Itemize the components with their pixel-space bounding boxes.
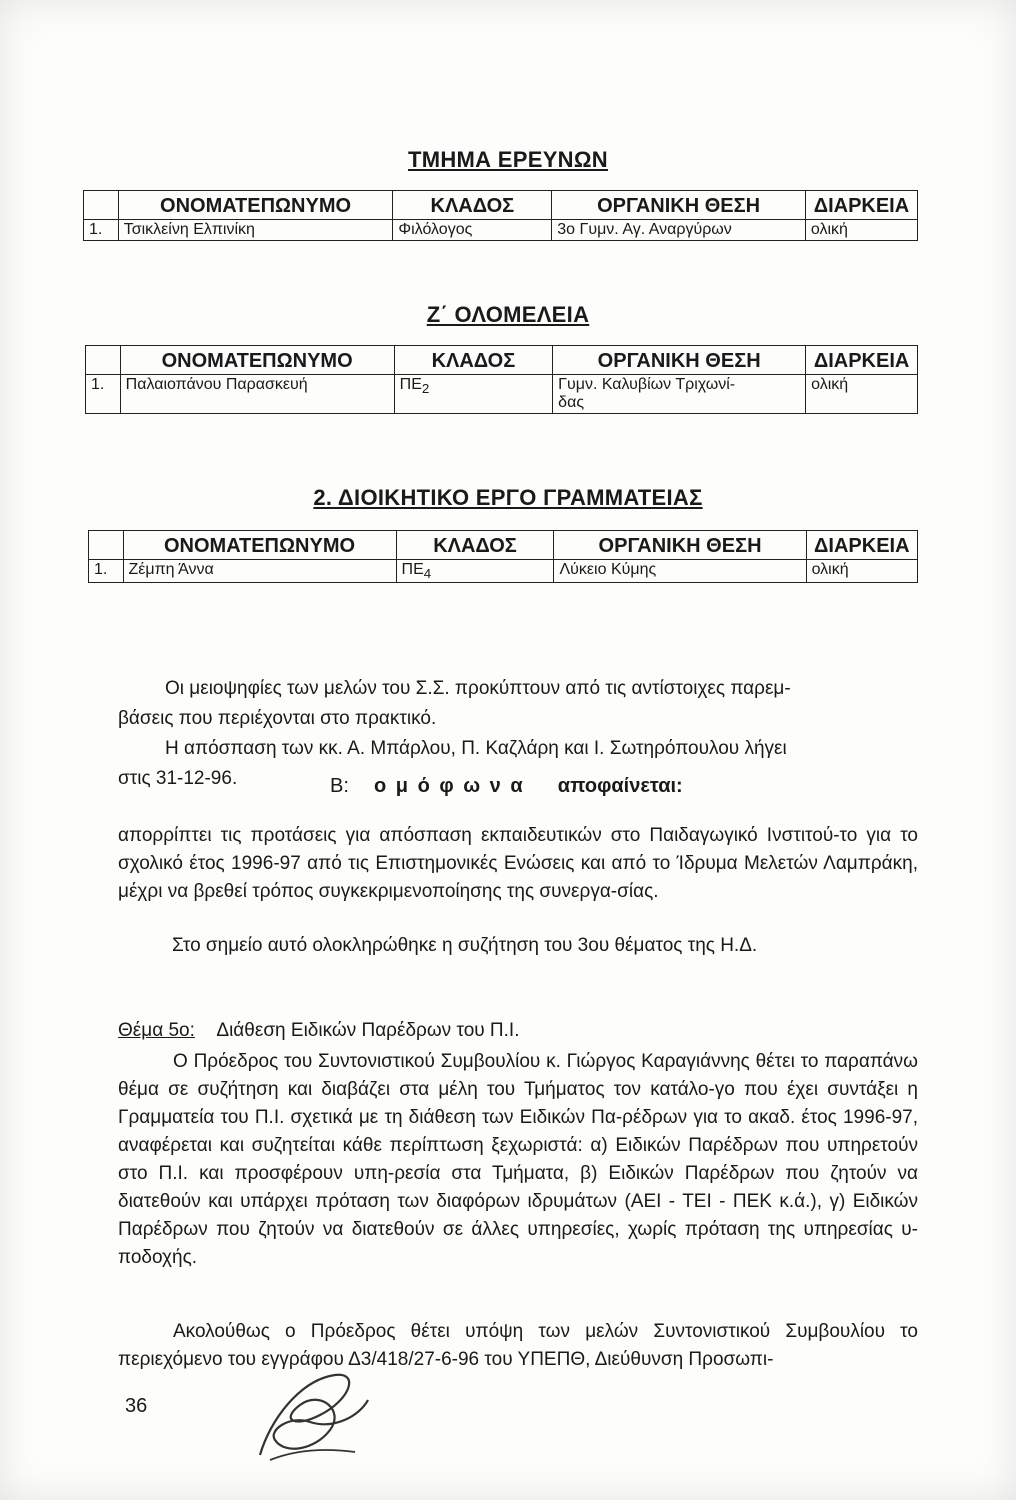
admin-table	[88, 530, 918, 583]
row-name: Παλαιοπάνου Παρασκευή	[120, 375, 394, 414]
row-name: Τσικλείνη Ελπινίκη	[118, 220, 393, 241]
table-header-row	[89, 531, 918, 560]
position-line1: Γυμν. Καλυβίων Τριχωνί-	[558, 376, 736, 393]
branch-header: ΚΛΑΔΟΣ	[393, 191, 552, 220]
row-position	[553, 375, 806, 414]
table-header-row	[86, 346, 918, 375]
row-branch	[394, 375, 553, 414]
duration-header: ΔΙΑΡΚΕΙΑ	[806, 346, 918, 375]
section-title-research: ΤΜΗΜΑ ΕΡΕΥΝΩΝ	[408, 147, 608, 172]
position-header: ΟΡΓΑΝΙΚΗ ΘΕΣΗ	[553, 346, 806, 375]
num-header-cell	[84, 191, 119, 220]
decision-word: αποφαίνεται:	[557, 775, 683, 797]
closing-line: Στο σημείο αυτό ολοκληρώθηκε η συζήτηση του 3ου θέματος της Η.Δ.	[172, 935, 758, 956]
row-position: 3ο Γυμν. Αγ. Αναργύρων	[552, 220, 806, 241]
table-header-row	[84, 191, 918, 220]
research-table	[83, 190, 918, 241]
minority-line1: Οι μειοψηφίες των μελών του Σ.Σ. προκύπτουν από τις αντίστοιχες παρεμ-	[165, 678, 791, 699]
table-row	[89, 560, 918, 583]
branch-base: ΠΕ	[401, 561, 424, 578]
signature-mark	[240, 1360, 380, 1470]
num-header-cell	[89, 531, 124, 560]
row-number: 1.	[86, 375, 121, 414]
row-duration: ολική	[806, 560, 917, 583]
num-header-cell	[86, 346, 121, 375]
name-header: ΟΝΟΜΑΤΕΠΩΝΥΜΟ	[123, 531, 396, 560]
paragraph-2: Ακολούθως ο Πρόεδρος θέτει υπόψη των μελών Συντονιστικού Συμβουλίου το περιεχόμενο του εγγράφου Δ3/418/27-6-96 του ΥΠΕΠΘ, Διεύθυνση Προσωπι-	[118, 1321, 918, 1370]
row-branch: Φιλόλογος	[393, 220, 552, 241]
topic-label: Θέμα 5ο:	[118, 1020, 195, 1041]
table-row	[86, 375, 918, 414]
secondment-line1: Η απόσπαση των κκ. Α. Μπάρλου, Π. Καζλάρη και Ι. Σωτηρόπουλου λήγει	[165, 738, 787, 759]
section-title-plenary: Ζ΄ ΟΛΟΜΕΛΕΙΑ	[426, 302, 590, 327]
page-number: 36	[125, 1395, 148, 1417]
branch-base: ΠΕ	[399, 376, 422, 393]
topic-text: Διάθεση Ειδικών Παρέδρων του Π.Ι.	[216, 1020, 520, 1041]
position-header: ΟΡΓΑΝΙΚΗ ΘΕΣΗ	[552, 191, 806, 220]
decision-label: Β:	[330, 775, 349, 797]
branch-header: ΚΛΑΔΟΣ	[396, 531, 554, 560]
row-duration: ολική	[805, 220, 917, 241]
row-number: 1.	[89, 560, 124, 583]
secondment-line2: στις 31-12-96.	[118, 768, 238, 789]
row-name: Ζέμπη Άννα	[123, 560, 396, 583]
table-row	[84, 220, 918, 241]
branch-sub: 2	[421, 381, 430, 397]
branch-header: ΚΛΑΔΟΣ	[394, 346, 553, 375]
name-header: ΟΝΟΜΑΤΕΠΩΝΥΜΟ	[120, 346, 394, 375]
branch-sub: 4	[423, 566, 432, 582]
section-title-admin: 2. ΔΙΟΙΚΗΤΙΚΟ ΕΡΓΟ ΓΡΑΜΜΑΤΕΙΑΣ	[313, 485, 703, 510]
decision-text: απορρίπτει τις προτάσεις για απόσπαση εκπαιδευτικών στο Παιδαγωγικό Ινστιτού-το για το σχολικό έτος 1996-97 από τις Επιστημονικές Ενώσεις και από το Ίδρυμα Μελετών Λαμπράκη, μέχρι να βρεθεί τρόπος συγκεκριμενοποίησης της συνεργα-σίας.	[118, 825, 918, 902]
name-header: ΟΝΟΜΑΤΕΠΩΝΥΜΟ	[118, 191, 393, 220]
plenary-table	[85, 345, 918, 414]
decision-line	[330, 775, 683, 798]
position-header: ΟΡΓΑΝΙΚΗ ΘΕΣΗ	[554, 531, 806, 560]
position-line2: δας	[558, 394, 585, 411]
row-duration: ολική	[806, 375, 918, 414]
minority-line2: βάσεις που περιέχονται στο πρακτικό.	[118, 708, 437, 729]
row-branch	[396, 560, 554, 583]
duration-header: ΔΙΑΡΚΕΙΑ	[805, 191, 917, 220]
decision-spaced: ο μ ό φ ω ν α	[374, 775, 525, 797]
row-position: Λύκειο Κύμης	[554, 560, 806, 583]
row-number: 1.	[84, 220, 119, 241]
duration-header: ΔΙΑΡΚΕΙΑ	[806, 531, 917, 560]
paragraph-1: Ο Πρόεδρος του Συντονιστικού Συμβουλίου κ. Γιώργος Καραγιάννης θέτει το παραπάνω θέμα σε συζήτηση και διαβάζει στα μέλη του Τμήματος τον κατάλο-γο που έχει συντάξει η Γραμματεία του Π.Ι. σχετικά με τη διάθεση των Ειδικών Πα-ρέδρων για το ακαδ. έτος 1996-97, αναφέρεται και συζητείται κάθε περίπτωση ξεχωριστά: α) Ειδικών Παρέδρων που υπηρετούν στο Π.Ι. και προσφέρουν υπη-ρεσία στα Τμήματα, β) Ειδικών Παρέδρων που ζητούν να διατεθούν και υπάρχει πρόταση των διαφόρων ιδρυμάτων (ΑΕΙ - ΤΕΙ - ΠΕΚ κ.ά.), γ) Ειδικών Παρέδρων που ζητούν να διατεθούν σε άλλες υπηρεσίες, χωρίς πρόταση της υπηρεσίας υ-ποδοχής.	[118, 1051, 918, 1268]
topic-line	[118, 1020, 519, 1042]
